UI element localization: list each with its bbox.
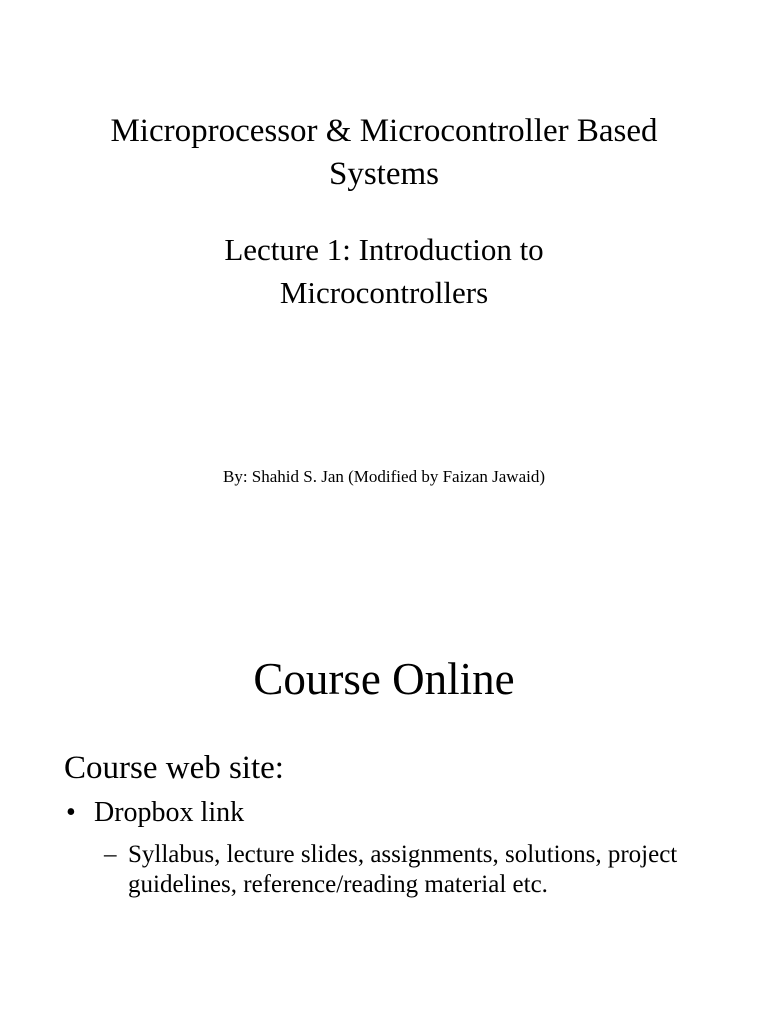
course-title	[40, 110, 728, 196]
lecture-title-line-1: Lecture 1: Introduction to	[224, 232, 544, 267]
bullet-item-dropbox	[66, 796, 244, 830]
lecture-title	[60, 228, 708, 314]
course-website-label: Course web site:	[64, 750, 284, 786]
author-byline: By: Shahid S. Jan (Modified by Faizan Jawaid)	[222, 467, 545, 486]
sub-bullet-item-contents	[104, 840, 724, 900]
bullet-text: Dropbox link	[94, 797, 245, 828]
sub-bullet-text: Syllabus, lecture slides, assignments, solutions, project guidelines, reference/reading material etc.	[128, 841, 678, 898]
lecture-title-line-2: Microcontrollers	[279, 275, 489, 310]
course-title-line-1: Microprocessor & Microcontroller Based	[110, 113, 658, 149]
slide-heading: Course Online	[253, 654, 515, 704]
dash-mark: –	[104, 841, 117, 868]
bullet-mark: •	[66, 797, 76, 828]
course-online-slide	[0, 600, 768, 1024]
course-title-line-2: Systems	[328, 156, 440, 192]
